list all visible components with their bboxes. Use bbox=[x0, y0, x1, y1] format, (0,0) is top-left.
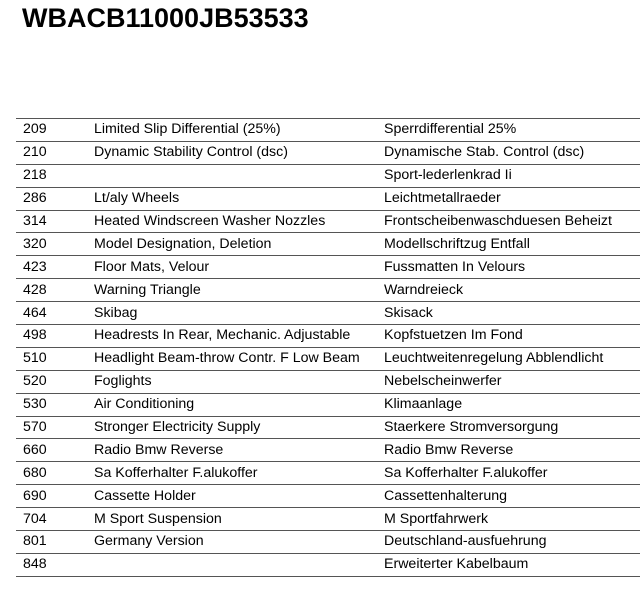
option-row bbox=[16, 439, 640, 462]
option-row bbox=[16, 279, 640, 302]
option-row bbox=[16, 187, 640, 210]
option-description-en: Air Conditioning bbox=[94, 396, 195, 413]
option-row bbox=[16, 210, 640, 233]
option-code: 530 bbox=[23, 396, 47, 413]
option-row bbox=[16, 370, 640, 393]
option-description-de: Modellschriftzug Entfall bbox=[384, 235, 530, 252]
option-code: 464 bbox=[23, 304, 47, 321]
vin-title: WBACB11000JB53533 bbox=[22, 3, 309, 33]
option-row bbox=[16, 553, 640, 576]
option-code: 286 bbox=[23, 190, 47, 207]
option-code: 314 bbox=[23, 213, 47, 229]
option-code: 209 bbox=[23, 121, 47, 138]
option-description-de: Leichtmetallraeder bbox=[384, 190, 501, 207]
option-description-en bbox=[94, 164, 384, 187]
option-description-de: Klimaanlage bbox=[384, 396, 463, 413]
option-description-de: Staerkere Stromversorgung bbox=[384, 419, 559, 436]
option-description-en: Limited Slip Differential (25%) bbox=[94, 121, 281, 138]
option-description-en: Dynamic Stability Control (dsc) bbox=[94, 144, 288, 161]
option-description-de: Cassettenhalterung bbox=[384, 487, 508, 504]
option-description-en: Headrests In Rear, Mechanic. Adjustable bbox=[94, 327, 351, 344]
option-description-en: Foglights bbox=[94, 373, 152, 390]
option-code: 520 bbox=[23, 373, 47, 390]
option-code: 320 bbox=[23, 235, 47, 252]
option-description-en: Headlight Beam-throw Contr. F Low Beam bbox=[94, 350, 360, 367]
option-code: 660 bbox=[23, 441, 47, 458]
option-description-de: Erweiterter Kabelbaum bbox=[384, 556, 529, 573]
option-description-de: Radio Bmw Reverse bbox=[384, 441, 514, 458]
option-row bbox=[16, 531, 640, 554]
option-row bbox=[16, 164, 640, 187]
option-description-de: Warndreieck bbox=[384, 281, 464, 298]
option-code: 704 bbox=[23, 510, 47, 527]
option-description-en: Model Designation, Deletion bbox=[94, 235, 272, 252]
option-row bbox=[16, 233, 640, 256]
option-description-en: Skibag bbox=[94, 304, 138, 321]
option-row bbox=[16, 508, 640, 531]
option-code: 423 bbox=[23, 258, 47, 275]
option-code: 680 bbox=[23, 464, 47, 481]
option-code: 690 bbox=[23, 487, 47, 504]
option-row bbox=[16, 256, 640, 279]
option-row bbox=[16, 347, 640, 370]
option-description-de: Dynamische Stab. Control (dsc) bbox=[384, 144, 585, 161]
option-description-de: Skisack bbox=[384, 304, 433, 321]
option-description-de: Kopfstuetzen Im Fond bbox=[384, 327, 523, 344]
option-code: 570 bbox=[23, 419, 47, 436]
option-description-de: M Sportfahrwerk bbox=[384, 510, 489, 527]
options-table-body bbox=[16, 119, 640, 577]
option-description-de: Leuchtweitenregelung Abblendlicht bbox=[384, 350, 604, 367]
option-description-de: Sport-lederlenkrad Ii bbox=[384, 167, 512, 184]
option-description-de: Fussmatten In Velours bbox=[384, 258, 526, 275]
option-description-en: Sa Kofferhalter F.alukoffer bbox=[94, 464, 258, 481]
option-description-en: Heated Windscreen Washer Nozzles bbox=[94, 213, 326, 229]
option-row bbox=[16, 393, 640, 416]
option-description-en: Lt/aly Wheels bbox=[94, 190, 180, 207]
option-description-de: Deutschland-ausfuehrung bbox=[384, 533, 547, 550]
option-description-en: Germany Version bbox=[94, 533, 204, 550]
option-row bbox=[16, 325, 640, 348]
option-code: 210 bbox=[23, 144, 47, 161]
option-code: 498 bbox=[23, 327, 47, 344]
option-description-en: Warning Triangle bbox=[94, 281, 201, 298]
option-row bbox=[16, 462, 640, 485]
option-description-de: Frontscheibenwaschduesen Beheizt bbox=[384, 213, 612, 229]
options-table bbox=[16, 118, 640, 577]
option-description-en: Cassette Holder bbox=[94, 487, 196, 504]
option-code: 848 bbox=[23, 556, 47, 573]
option-description-en: Floor Mats, Velour bbox=[94, 258, 210, 275]
option-description-en bbox=[94, 553, 384, 576]
option-row bbox=[16, 119, 640, 142]
option-code: 428 bbox=[23, 281, 47, 298]
option-description-de: Sperrdifferential 25% bbox=[384, 121, 517, 138]
option-code: 510 bbox=[23, 350, 47, 367]
option-code: 218 bbox=[23, 167, 47, 184]
option-description-de: Nebelscheinwerfer bbox=[384, 373, 502, 390]
option-description-de: Sa Kofferhalter F.alukoffer bbox=[384, 464, 548, 481]
option-row bbox=[16, 485, 640, 508]
option-description-en: Stronger Electricity Supply bbox=[94, 419, 261, 436]
option-row bbox=[16, 416, 640, 439]
option-row bbox=[16, 302, 640, 325]
option-code: 801 bbox=[23, 533, 47, 550]
option-row bbox=[16, 141, 640, 164]
option-description-en: M Sport Suspension bbox=[94, 510, 222, 527]
option-description-en: Radio Bmw Reverse bbox=[94, 441, 224, 458]
